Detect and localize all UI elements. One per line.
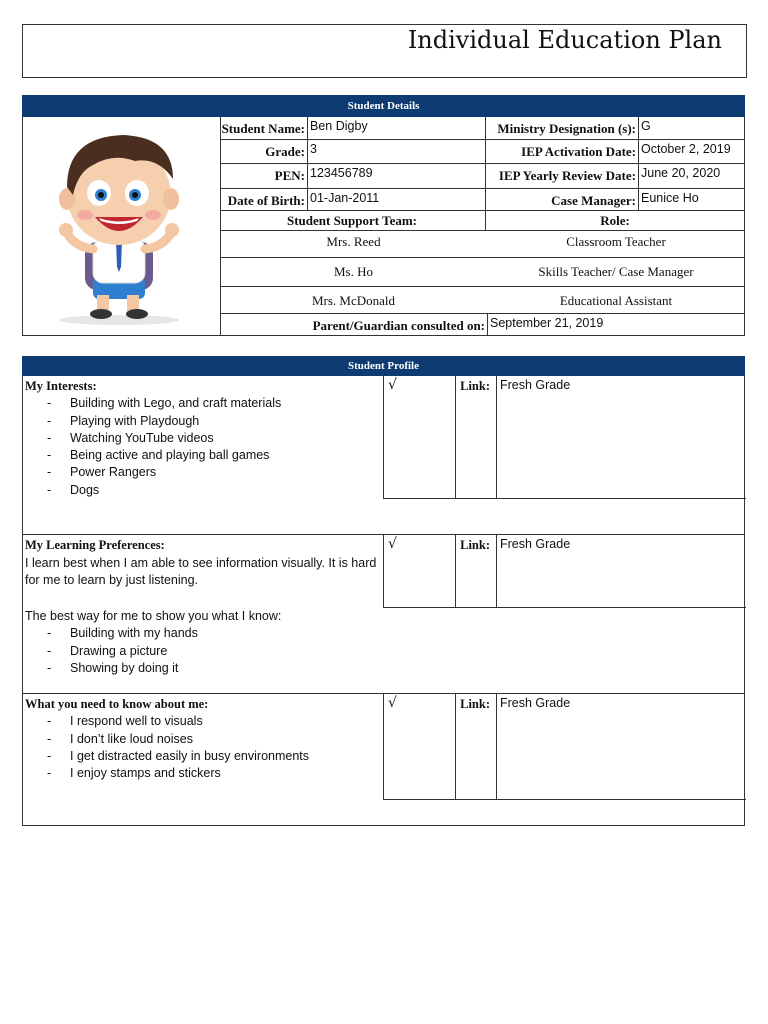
list-item: - I enjoy stamps and stickers [25,765,309,782]
dob-value: 01-Jan-2011 [308,189,486,210]
team-member-name: Mrs. Reed [326,234,381,249]
parent-consulted-label: Parent/Guardian consulted on: [221,314,488,335]
list-item: - Showing by doing it [25,660,376,678]
about-heading: What you need to know about me: [25,697,209,711]
link-label: Link: [456,535,497,607]
team-member-name: Mrs. McDonald [311,293,396,308]
dob-label: Date of Birth: [221,189,308,210]
student-name-value: Ben Digby [308,117,486,139]
team-row [221,231,744,258]
list-item: - Power Rangers [25,464,281,481]
list-item: - Building with my hands [25,625,376,643]
interests-heading: My Interests: [25,379,97,393]
learning-link-grid [383,535,746,608]
grade-value: 3 [308,140,486,163]
parent-consulted-date: September 21, 2019 [490,316,604,330]
interests-text [25,378,281,499]
iep-review-label: IEP Yearly Review Date: [486,164,639,188]
show-list [25,625,376,678]
pen-value: 123456789 [308,164,486,188]
learning-line-2: for me to learn by just listening. [25,573,198,587]
about-link[interactable]: Fresh Grade [500,696,571,710]
team-row [221,287,744,314]
student-photo [23,117,221,335]
student-details-table [22,117,745,336]
about-list [25,713,309,782]
learning-preferences-section [23,535,744,694]
ministry-designation-label: Ministry Designation (s): [486,117,639,139]
team-member-role: Skills Teacher/ Case Manager [538,264,694,279]
team-member-role: Educational Assistant [559,293,673,308]
case-manager-label: Case Manager: [486,189,639,210]
link-label: Link: [456,376,497,498]
student-profile-table [22,376,745,826]
learning-link[interactable]: Fresh Grade [500,537,571,551]
iep-activation-label: IEP Activation Date: [486,140,639,163]
interests-link[interactable]: Fresh Grade [500,378,571,392]
role-label: Role: [600,213,630,228]
interests-section [23,376,744,535]
case-manager-value: Eunice Ho [641,191,699,205]
show-heading: The best way for me to show you what I know: [25,608,282,623]
check-mark-icon: √ [384,694,456,799]
list-item: - I get distracted easily in busy environments [25,748,309,765]
team-member-role: Classroom Teacher [566,234,666,249]
link-label: Link: [456,694,497,799]
list-item: - Watching YouTube videos [25,430,281,447]
about-me-section [23,694,744,825]
list-item: - Being active and playing ball games [25,447,281,464]
team-member-name: Ms. Ho [333,264,373,279]
list-item: - Building with Lego, and craft materials [25,395,281,412]
check-mark-icon: √ [384,535,456,607]
learning-text [25,537,376,678]
title-box [22,24,747,78]
ministry-designation-value: G [641,119,651,133]
list-item: - Dogs [25,482,281,499]
interests-link-grid [383,376,746,499]
team-row [221,258,744,287]
list-item: - I don’t like loud noises [25,731,309,748]
list-item: - Drawing a picture [25,643,376,661]
about-text [25,696,309,782]
student-cartoon-image [23,117,221,335]
list-item: - I respond well to visuals [25,713,309,730]
learning-line-1: I learn best when I am able to see information visually. It is hard [25,555,377,570]
about-link-grid [383,694,746,800]
iep-activation-value: October 2, 2019 [641,142,731,156]
interests-list [25,395,281,499]
student-name-label: Student Name: [221,117,308,139]
pen-label: PEN: [221,164,308,188]
list-item: - Playing with Playdough [25,413,281,430]
learning-heading: My Learning Preferences: [25,538,165,552]
check-mark-icon: √ [384,376,456,498]
grade-label: Grade: [221,140,308,163]
iep-review-value: June 20, 2020 [641,166,721,180]
support-team-label: Student Support Team: [221,211,486,230]
student-profile-header: Student Profile [22,356,745,376]
page-title: Individual Education Plan [407,26,722,54]
student-details-header: Student Details [22,95,745,117]
